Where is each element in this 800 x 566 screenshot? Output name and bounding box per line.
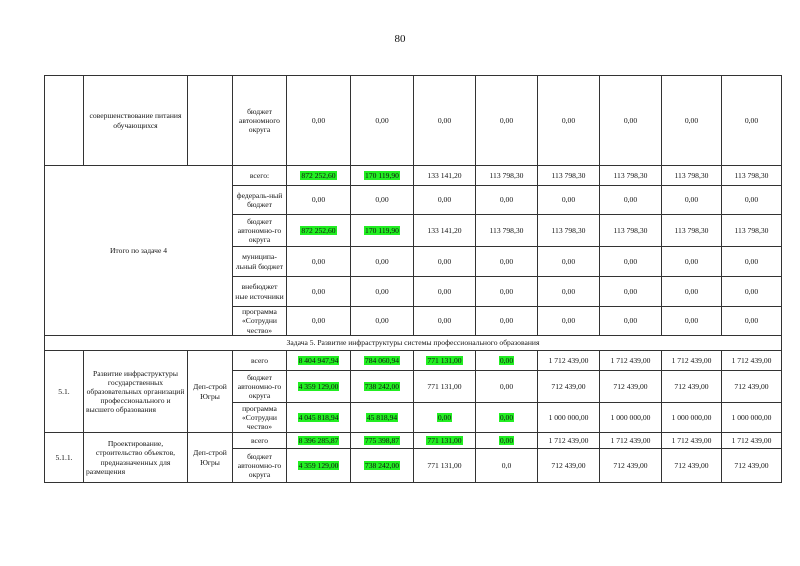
value: 113 798,30 <box>551 170 586 180</box>
value: 712 439,00 <box>674 460 709 470</box>
value: 0,00 <box>684 316 699 326</box>
value: 0,00 <box>437 256 452 266</box>
value: 712 439,00 <box>551 460 586 470</box>
value-cell <box>476 247 538 277</box>
value: 712 439,00 <box>613 381 648 391</box>
value-cell <box>600 433 662 449</box>
value: 113 798,30 <box>674 225 709 235</box>
value: 872 252,60 <box>301 170 336 180</box>
item-number: 5.1. <box>45 351 84 433</box>
value: 45 818,94 <box>366 412 398 422</box>
value-cell <box>722 351 782 371</box>
value: 133 141,20 <box>427 170 462 180</box>
value: 170 119,90 <box>365 170 399 180</box>
value: 0,00 <box>561 256 576 266</box>
value-cell <box>662 186 722 215</box>
value-cell <box>414 186 476 215</box>
value-cell <box>538 449 600 483</box>
value-cell <box>476 277 538 307</box>
funding-source-cell: программа «Сотрудни чество» <box>233 307 287 336</box>
value: 712 439,00 <box>734 381 769 391</box>
value-cell <box>722 277 782 307</box>
table-row <box>45 336 782 351</box>
value: 0,00 <box>437 195 452 205</box>
value-cell <box>287 307 351 336</box>
value-cell <box>476 186 538 215</box>
value-cell <box>600 351 662 371</box>
value: 0,00 <box>499 355 514 365</box>
funding-source-cell: федераль-ный бюджет <box>233 186 287 215</box>
value: 0,00 <box>684 195 699 205</box>
value: 0,00 <box>375 316 389 326</box>
value: 113 798,30 <box>551 225 586 235</box>
value: 712 439,00 <box>734 460 769 470</box>
value: 8 396 285,87 <box>298 435 339 445</box>
value: 0,00 <box>499 286 514 296</box>
value: 771 131,00 <box>427 435 462 445</box>
value: 0,00 <box>311 115 326 125</box>
task-header: Задача 5. Развитие инфраструктуры системы профессионального образования <box>45 336 782 351</box>
value-cell <box>600 247 662 277</box>
value-cell <box>600 403 662 433</box>
number-cell <box>45 76 84 166</box>
page-number: 80 <box>394 33 406 45</box>
value-cell <box>722 76 782 166</box>
value: 0,00 <box>499 412 514 422</box>
value-cell <box>600 307 662 336</box>
value-cell <box>662 449 722 483</box>
value: 0,00 <box>499 381 514 391</box>
value-cell <box>538 166 600 186</box>
value: 0,00 <box>499 195 514 205</box>
value-cell <box>414 76 476 166</box>
value-cell <box>287 371 351 403</box>
value: 113 798,30 <box>734 170 769 180</box>
value: 1 712 439,00 <box>548 435 589 445</box>
value: 0,00 <box>744 256 759 266</box>
value-cell <box>600 277 662 307</box>
funding-source-cell: программа «Сотрудни чество» <box>233 403 287 433</box>
value-cell <box>351 403 414 433</box>
value-cell <box>600 215 662 247</box>
value: 1 712 439,00 <box>671 355 712 365</box>
value-cell <box>351 166 414 186</box>
value-cell <box>351 433 414 449</box>
value: 0,00 <box>684 286 699 296</box>
value-cell <box>600 76 662 166</box>
value-cell <box>414 166 476 186</box>
value: 0,00 <box>375 115 389 125</box>
value: 0,00 <box>744 195 759 205</box>
value-cell <box>287 247 351 277</box>
value-cell <box>476 307 538 336</box>
value-cell <box>722 307 782 336</box>
value-cell <box>538 247 600 277</box>
value-cell <box>662 371 722 403</box>
value-cell <box>414 215 476 247</box>
value-cell <box>600 166 662 186</box>
value-cell <box>722 403 782 433</box>
value: 738 242,00 <box>364 381 400 391</box>
value-cell <box>476 351 538 371</box>
value: 0,00 <box>311 286 326 296</box>
value-cell <box>287 277 351 307</box>
value-cell <box>351 307 414 336</box>
value: 0,00 <box>684 115 699 125</box>
value: 133 141,20 <box>427 225 462 235</box>
value: 0,0 <box>501 460 512 470</box>
value-cell <box>538 403 600 433</box>
value: 712 439,00 <box>613 460 648 470</box>
value: 0,00 <box>437 286 452 296</box>
funding-source-cell: всего <box>233 433 287 449</box>
value: 0,00 <box>437 115 452 125</box>
item-number: 5.1.1. <box>45 433 84 483</box>
value-cell <box>351 76 414 166</box>
value: 0,00 <box>623 115 638 125</box>
value-cell <box>662 247 722 277</box>
value: 113 798,30 <box>489 170 524 180</box>
value: 113 798,30 <box>674 170 709 180</box>
value-cell <box>538 351 600 371</box>
value-cell <box>351 449 414 483</box>
value: 1 000 000,00 <box>731 412 772 422</box>
value: 0,00 <box>375 195 389 205</box>
value: 784 060,94 <box>364 355 400 365</box>
value-cell <box>287 215 351 247</box>
value: 0,00 <box>311 256 326 266</box>
value: 170 119,90 <box>365 225 399 235</box>
value: 113 798,30 <box>613 170 648 180</box>
value: 4 045 818,94 <box>298 412 339 422</box>
value-cell <box>476 166 538 186</box>
value: 1 712 439,00 <box>548 355 589 365</box>
table-row <box>45 166 782 186</box>
activity-name-cell: Развитие инфраструктуры государственных образовательных организаций профессионального и высшего образования <box>84 351 188 433</box>
value-cell <box>414 307 476 336</box>
value-cell <box>351 277 414 307</box>
activity-name-cell: Проектирование, строительство объектов, предназначенных для размещения <box>84 433 188 483</box>
value: 775 398,87 <box>364 435 400 445</box>
value-cell <box>600 449 662 483</box>
value: 1 000 000,00 <box>610 412 651 422</box>
value-cell <box>287 166 351 186</box>
funding-source-cell: бюджет автономно-го округа <box>233 215 287 247</box>
value: 0,00 <box>623 256 638 266</box>
executor-cell <box>188 76 233 166</box>
budget-table <box>44 75 782 483</box>
value-cell <box>287 449 351 483</box>
value-cell <box>414 351 476 371</box>
value-cell <box>287 403 351 433</box>
value: 8 404 947,94 <box>298 355 339 365</box>
value-cell <box>414 371 476 403</box>
value: 0,00 <box>499 316 514 326</box>
value: 0,00 <box>561 115 576 125</box>
table-row <box>45 433 782 449</box>
value-cell <box>662 215 722 247</box>
value: 0,00 <box>744 316 759 326</box>
value-cell <box>287 433 351 449</box>
value: 771 131,00 <box>427 460 462 470</box>
value: 0,00 <box>561 195 576 205</box>
value-cell <box>538 215 600 247</box>
value-cell <box>476 433 538 449</box>
value: 0,00 <box>311 316 326 326</box>
value-cell <box>351 351 414 371</box>
value: 1 712 439,00 <box>610 435 651 445</box>
value: 0,00 <box>375 286 389 296</box>
value-cell <box>722 215 782 247</box>
value-cell <box>662 433 722 449</box>
value: 113 798,30 <box>734 225 769 235</box>
funding-source-cell: муниципа-льный бюджет <box>233 247 287 277</box>
value: 1 712 439,00 <box>671 435 712 445</box>
value-cell <box>287 351 351 371</box>
value-cell <box>476 403 538 433</box>
value-cell <box>538 186 600 215</box>
value-cell <box>351 371 414 403</box>
value: 0,00 <box>623 316 638 326</box>
value-cell <box>414 433 476 449</box>
value-cell <box>351 215 414 247</box>
value: 0,00 <box>375 256 389 266</box>
value: 0,00 <box>623 195 638 205</box>
value: 113 798,30 <box>613 225 648 235</box>
value-cell <box>414 247 476 277</box>
value-cell <box>722 449 782 483</box>
value-cell <box>600 186 662 215</box>
value-cell <box>662 307 722 336</box>
value-cell <box>476 215 538 247</box>
value-cell <box>287 186 351 215</box>
value: 872 252,60 <box>301 225 336 235</box>
funding-source-cell: всего: <box>233 166 287 186</box>
value: 1 000 000,00 <box>548 412 589 422</box>
value-cell <box>538 433 600 449</box>
value: 771 131,00 <box>427 381 462 391</box>
value-cell <box>722 247 782 277</box>
value: 0,00 <box>561 316 576 326</box>
value: 0,00 <box>744 115 759 125</box>
value: 771 131,00 <box>427 355 462 365</box>
table-row <box>45 351 782 371</box>
value-cell <box>722 433 782 449</box>
value-cell <box>662 277 722 307</box>
value: 0,00 <box>623 286 638 296</box>
value-cell <box>662 76 722 166</box>
funding-source-cell: бюджет автономно-го округа <box>233 371 287 403</box>
value: 0,00 <box>684 256 699 266</box>
value-cell <box>600 371 662 403</box>
value: 0,00 <box>561 286 576 296</box>
value: 1 712 439,00 <box>731 355 772 365</box>
value: 0,00 <box>311 195 326 205</box>
value: 0,00 <box>499 115 514 125</box>
value-cell <box>538 277 600 307</box>
value: 4 359 129,00 <box>298 381 339 391</box>
value-cell <box>722 371 782 403</box>
value: 738 242,00 <box>364 460 400 470</box>
value-cell <box>662 351 722 371</box>
value-cell <box>722 186 782 215</box>
funding-source-cell: всего <box>233 351 287 371</box>
value: 0,00 <box>499 435 514 445</box>
value-cell <box>538 371 600 403</box>
value: 1 000 000,00 <box>671 412 712 422</box>
value: 712 439,00 <box>674 381 709 391</box>
value-cell <box>414 403 476 433</box>
value-cell <box>476 76 538 166</box>
table-row <box>45 76 782 166</box>
value-cell <box>538 76 600 166</box>
value-cell <box>538 307 600 336</box>
funding-source-cell: бюджет автономного округа <box>233 76 287 166</box>
value: 0,00 <box>437 316 452 326</box>
value: 0,00 <box>437 412 452 422</box>
value: 1 712 439,00 <box>731 435 772 445</box>
value: 0,00 <box>744 286 759 296</box>
value-cell <box>476 449 538 483</box>
value-cell <box>662 403 722 433</box>
value-cell <box>351 247 414 277</box>
value: 113 798,30 <box>489 225 524 235</box>
value-cell <box>722 166 782 186</box>
value-cell <box>287 76 351 166</box>
value-cell <box>414 277 476 307</box>
executor-cell: Деп-строй Югры <box>188 433 233 483</box>
value: 1 712 439,00 <box>610 355 651 365</box>
value: 712 439,00 <box>551 381 586 391</box>
funding-source-cell: бюджет автономно-го округа <box>233 449 287 483</box>
value-cell <box>662 166 722 186</box>
value: 4 359 129,00 <box>298 460 339 470</box>
activity-name-cell: совершенствование питания обучающихся <box>84 76 188 166</box>
funding-source-cell: внебюджет ные источники <box>233 277 287 307</box>
value-cell <box>476 371 538 403</box>
value-cell <box>414 449 476 483</box>
value-cell <box>351 186 414 215</box>
value: 0,00 <box>499 256 514 266</box>
executor-cell: Деп-строй Югры <box>188 351 233 433</box>
task-total-label: Итого по задаче 4 <box>45 166 233 336</box>
